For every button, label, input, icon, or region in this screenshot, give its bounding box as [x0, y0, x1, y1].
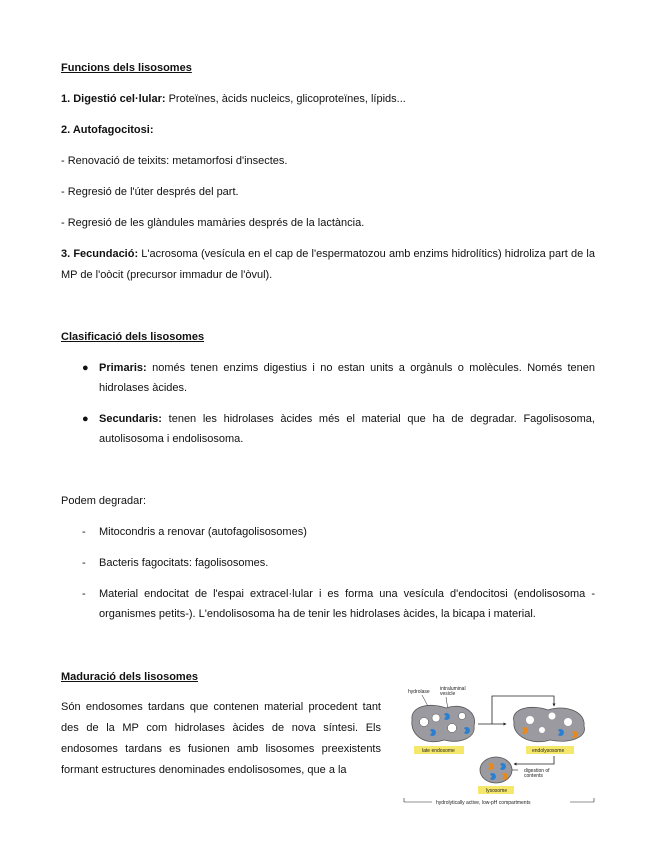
dash-marker-2: -: [82, 557, 86, 569]
text-secundaris: tenen les hidrolases àcides més el material que ha de degradar. Fagolisosoma, autolisosoma i endolisosoma.: [99, 413, 595, 445]
dash-item-3: - Regresió de les glàndules mamàries després de la lactància.: [61, 217, 365, 229]
label-intraluminal-2: vesicle: [440, 691, 456, 697]
section-title-funcions: Funcions dels lisosomes: [61, 62, 192, 74]
degrade-item-2: Bacteris fagocitats: fagolisosomes.: [99, 557, 269, 569]
label-digestion-2: contents: [524, 773, 543, 779]
paragraph-fecundacio: [61, 244, 595, 286]
label-bottom-bracket: hydrolytically active, low-pH compartments: [436, 800, 531, 806]
section-title-clasificacio: Clasificació dels lisosomes: [61, 331, 205, 343]
paragraph-digestio: [61, 89, 595, 110]
label-autofagocitosi: 2. Autofagocitosi:: [61, 124, 154, 136]
lysosome-shape: [480, 757, 512, 783]
text-digestio: Proteïnes, àcids nucleics, glicoproteïnes, lípids...: [165, 93, 406, 105]
label-intraluminal-1: intraluminal: [440, 686, 466, 692]
figure-svg: [402, 684, 598, 808]
label-lysosome: lysosome: [486, 788, 508, 794]
degrade-item-3: Material endocitat de l'espai extracel·lular i es forma una vesícula d'endocitosi (endolisosoma -organismes petits-). L'endolisosoma ha de tenir les hidrolases àcides, la bicapa i material.: [99, 588, 595, 620]
endolysosome-shape: [514, 707, 585, 741]
section-title-maduracio: Maduració dels lisosomes: [61, 671, 198, 683]
label-hydrolase: hydrolase: [408, 689, 430, 695]
dash-item-1: - Renovació de teixits: metamorfosi d'insectes.: [61, 155, 288, 167]
label-endolysosome: endolysosome: [532, 748, 565, 754]
late-endosome-shape: [412, 705, 475, 741]
dash-marker-1: -: [82, 526, 86, 538]
bullet-item-primaris: [99, 358, 595, 398]
intro-podem-degradar: Podem degradar:: [61, 495, 146, 507]
lysosome-maturation-figure: [402, 684, 598, 808]
degrade-item-1: Mitocondris a renovar (autofagolisosomes): [99, 526, 307, 538]
label-fecundacio: 3. Fecundació:: [61, 248, 139, 260]
paragraph-maduracio: Són endosomes tardans que contenen material procedent tant des de la MP com hidrolases àcides de nova síntesi. Els endosomes tardans es fusionen amb lisosomes preexistents formant estructures denominades endolisosomes, que a la: [61, 701, 381, 776]
label-digestion-1: digestion of: [524, 768, 550, 774]
bullet-marker-1: ●: [82, 362, 89, 374]
dash-marker-3: -: [82, 588, 86, 600]
arrow-to-lysosome: [514, 756, 554, 764]
dash-item-2: - Regresió de l'úter després del part.: [61, 186, 239, 198]
label-late-endosome: late endosome: [422, 748, 455, 754]
text-fecundacio: L'acrosoma (vesícula en el cap de l'espermatozou amb enzims hidrolítics) hidroliza part de la MP de l'oòcit (precursor immadur de l'òvul).: [61, 248, 595, 281]
bullet-item-secundaris: [99, 409, 595, 449]
bullet-marker-2: ●: [82, 413, 89, 425]
label-primaris: Primaris:: [99, 362, 147, 374]
label-digestio: 1. Digestió cel·lular:: [61, 93, 166, 105]
label-secundaris: Secundaris:: [99, 413, 162, 425]
text-primaris: només tenen enzims digestius i no estan units a orgànuls o molècules. Només tenen hidrolases àcides.: [99, 362, 595, 394]
